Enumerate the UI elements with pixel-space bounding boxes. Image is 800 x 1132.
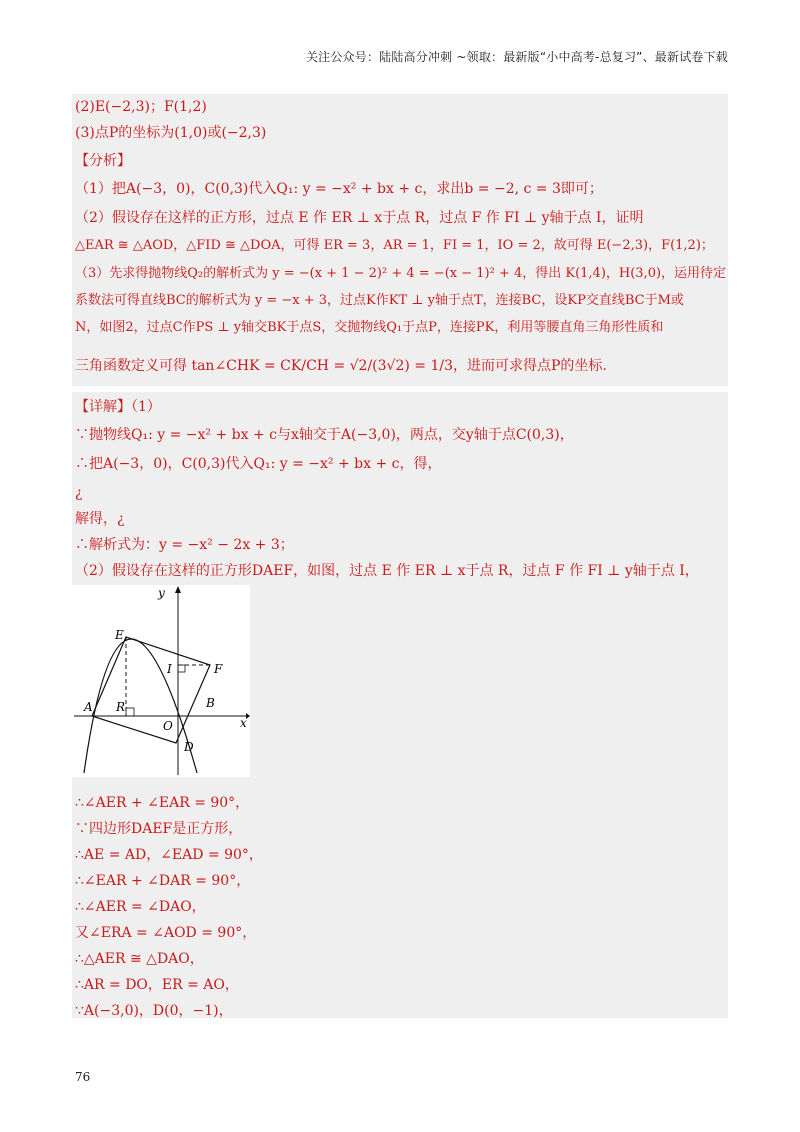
analysis-part-3a: （3）先求得抛物线Q₂的解析式为 y = −(x + 1 − 2)² + 4 = −(x − 1)² + 4，得出 K(1,4)，H(3,0)，运用待定 [75,266,727,281]
detail-line-5: ∴解析式为：y = −x² − 2x + 3； [75,537,294,553]
page-number: 76 [75,1070,91,1084]
proof-line-5: ∴∠AER = ∠DAO， [75,899,206,915]
analysis-part-3d: 三角函数定义可得 tan∠CHK = CK/CH = √2/(3√2) = 1/3，进而可求得点P的坐标. [75,358,607,374]
right-angle-i [178,665,185,672]
answer-line-2: (2)E(−2,3)；F(1,2) [75,99,207,115]
detail-line-3: ¿ [75,485,83,501]
proof-line-7: ∴△AER ≅ △DAO， [75,951,204,967]
detail-line-1: ∵抛物线Q₁: y = −x² + bx + c与x轴交于A(−3,0)，两点，交y轴于点C(0,3)， [75,427,574,443]
analysis-part-3b: 系数法可得直线BC的解析式为 y = −x + 3，过点K作KT ⊥ y轴于点T，连接BC，设KP交直线BC于M或 [75,293,684,308]
label-o: O [163,719,173,733]
answer-line-3: (3)点P的坐标为(1,0)或(−2,3) [75,125,267,141]
analysis-tag: 【分析】 [75,153,131,169]
detail-tag: 【详解】（1） [75,399,161,415]
proof-line-8: ∴AR = DO，ER = AO， [75,977,239,993]
analysis-part-2a: （2）假设存在这样的正方形，过点 E 作 ER ⊥ x于点 R，过点 F 作 FI ⊥ y轴于点 I，证明 [75,210,644,226]
proof-line-9: ∵A(−3,0)，D(0，−1)， [75,1003,233,1019]
proof-line-4: ∴∠EAR + ∠DAR = 90°， [75,873,251,889]
proof-line-1: ∴∠AER + ∠EAR = 90°， [75,795,250,811]
label-r: R [116,700,126,714]
label-d: D [184,740,194,754]
detail-line-2: ∴把A(−3，0)，C(0,3)代入Q₁: y = −x² + bx + c，得， [75,456,442,472]
parabola-curve [84,639,197,773]
proof-line-2: ∵四边形DAEF是正方形， [75,821,243,837]
analysis-part-1: （1）把A(−3，0)，C(0,3)代入Q₁: y = −x² + bx + c，求出b = −2, c = 3即可； [75,181,603,197]
label-a: A [84,700,93,714]
proof-line-6: 又∠ERA = ∠AOD = 90°， [75,925,257,941]
proof-line-3: ∴AE = AD，∠EAD = 90°， [75,847,263,863]
label-x: x [240,716,247,730]
detail-line-4: 解得，¿ [75,511,125,527]
y-axis-arrow [175,586,181,593]
analysis-part-3c: N，如图2，过点C作PS ⊥ y轴交BK于点S，交抛物线Q₁于点P，连接PK，利用等腰直角三角形性质和 [75,320,664,335]
detail-line-6: （2）假设存在这样的正方形DAEF，如图，过点 E 作 ER ⊥ x于点 R，过点 F 作 FI ⊥ y轴于点 I， [75,563,699,579]
parabola-square-figure [72,585,250,777]
right-angle-r [126,708,134,716]
label-f: F [214,662,223,676]
label-e: E [115,628,124,642]
label-b: B [206,696,215,710]
page-header: 关注公众号：陆陆高分冲刺 ~领取：最新版“小中高考-总复习”、最新试卷下载 [305,50,728,64]
label-i: I [167,662,172,676]
label-y: y [158,586,165,600]
analysis-part-2b: △EAR ≅ △AOD，△FID ≅ △DOA，可得 ER = 3，AR = 1，FI = 1，IO = 2，故可得 E(−2,3)，F(1,2)； [75,238,714,253]
